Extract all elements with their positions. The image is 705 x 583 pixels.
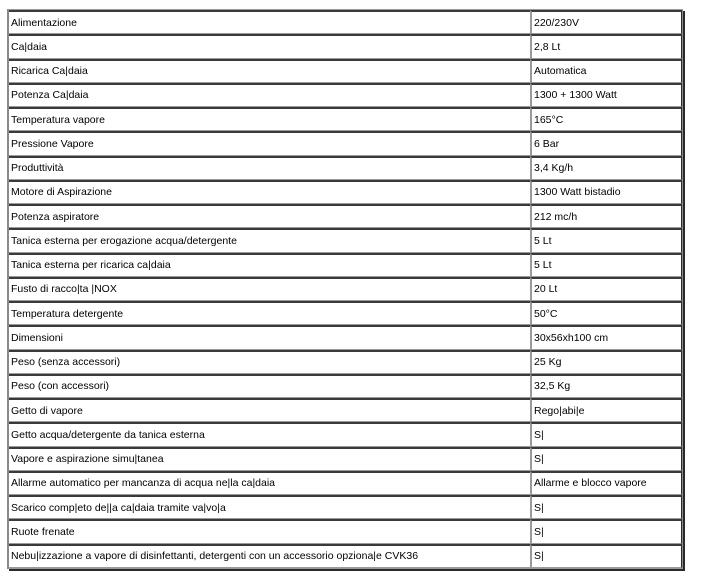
- spec-row: [9, 495, 682, 519]
- spec-label: Peso (con accessori): [9, 374, 530, 398]
- spec-value: 220/230V: [530, 10, 682, 34]
- spec-value: 212 mc/h: [530, 204, 682, 228]
- spec-row: [9, 180, 682, 204]
- spec-label: Produttività: [9, 156, 530, 180]
- spec-label: Tanica esterna per erogazione acqua/detergente: [9, 228, 530, 252]
- spec-value: 3,4 Kg/h: [530, 156, 682, 180]
- spec-row: [9, 156, 682, 180]
- spec-label: Getto acqua/detergente da tanica esterna: [9, 422, 530, 446]
- spec-label: Potenza aspiratore: [9, 204, 530, 228]
- spec-value: 50°C: [530, 301, 682, 325]
- spec-value: S|: [530, 422, 682, 446]
- spec-label: Ricarica Ca|daia: [9, 59, 530, 83]
- spec-row: [9, 519, 682, 543]
- spec-row: [9, 277, 682, 301]
- spec-row: [9, 422, 682, 446]
- spec-label: Potenza Ca|daia: [9, 83, 530, 107]
- spec-value: Rego|abi|e: [530, 398, 682, 422]
- specifications-table: [7, 9, 683, 569]
- spec-row: [9, 204, 682, 228]
- spec-row: [9, 10, 682, 34]
- spec-row: [9, 131, 682, 155]
- spec-row: [9, 374, 682, 398]
- spec-value: S|: [530, 544, 682, 568]
- spec-label: Peso (senza accessori): [9, 350, 530, 374]
- spec-label: Alimentazione: [9, 10, 530, 34]
- spec-row: [9, 325, 682, 349]
- spec-row: [9, 253, 682, 277]
- spec-label: Ca|daia: [9, 34, 530, 58]
- spec-row: [9, 228, 682, 252]
- spec-value: 165°C: [530, 107, 682, 131]
- spec-value: 5 Lt: [530, 228, 682, 252]
- spec-label: Temperatura detergente: [9, 301, 530, 325]
- spec-value: S|: [530, 519, 682, 543]
- spec-value: 1300 + 1300 Watt: [530, 83, 682, 107]
- specifications-table-body: [9, 10, 682, 568]
- spec-label: Scarico comp|eto de||a ca|daia tramite va|vo|a: [9, 495, 530, 519]
- spec-label: Motore di Aspirazione: [9, 180, 530, 204]
- spec-value: 6 Bar: [530, 131, 682, 155]
- spec-row: [9, 301, 682, 325]
- spec-label: Nebu|izzazione a vapore di disinfettanti, detergenti con un accessorio opziona|e CVK36: [9, 544, 530, 568]
- spec-value: Automatica: [530, 59, 682, 83]
- spec-row: [9, 447, 682, 471]
- spec-label: Pressione Vapore: [9, 131, 530, 155]
- spec-row: [9, 544, 682, 568]
- spec-value: Allarme e blocco vapore: [530, 471, 682, 495]
- spec-value: 25 Kg: [530, 350, 682, 374]
- spec-value: 2,8 Lt: [530, 34, 682, 58]
- spec-label: Tanica esterna per ricarica ca|daia: [9, 253, 530, 277]
- spec-label: Allarme automatico per mancanza di acqua ne|la ca|daia: [9, 471, 530, 495]
- spec-value: 32,5 Kg: [530, 374, 682, 398]
- spec-value: S|: [530, 495, 682, 519]
- spec-label: Temperatura vapore: [9, 107, 530, 131]
- spec-value: 30x56xh100 cm: [530, 325, 682, 349]
- spec-value: 20 Lt: [530, 277, 682, 301]
- spec-value: S|: [530, 447, 682, 471]
- spec-row: [9, 398, 682, 422]
- spec-row: [9, 34, 682, 58]
- spec-row: [9, 471, 682, 495]
- spec-label: Dimensioni: [9, 325, 530, 349]
- spec-label: Ruote frenate: [9, 519, 530, 543]
- spec-label: Fusto di racco|ta |NOX: [9, 277, 530, 301]
- spec-label: Vapore e aspirazione simu|tanea: [9, 447, 530, 471]
- spec-label: Getto di vapore: [9, 398, 530, 422]
- spec-value: 1300 Watt bistadio: [530, 180, 682, 204]
- spec-row: [9, 350, 682, 374]
- spec-row: [9, 83, 682, 107]
- spec-row: [9, 107, 682, 131]
- spec-value: 5 Lt: [530, 253, 682, 277]
- spec-row: [9, 59, 682, 83]
